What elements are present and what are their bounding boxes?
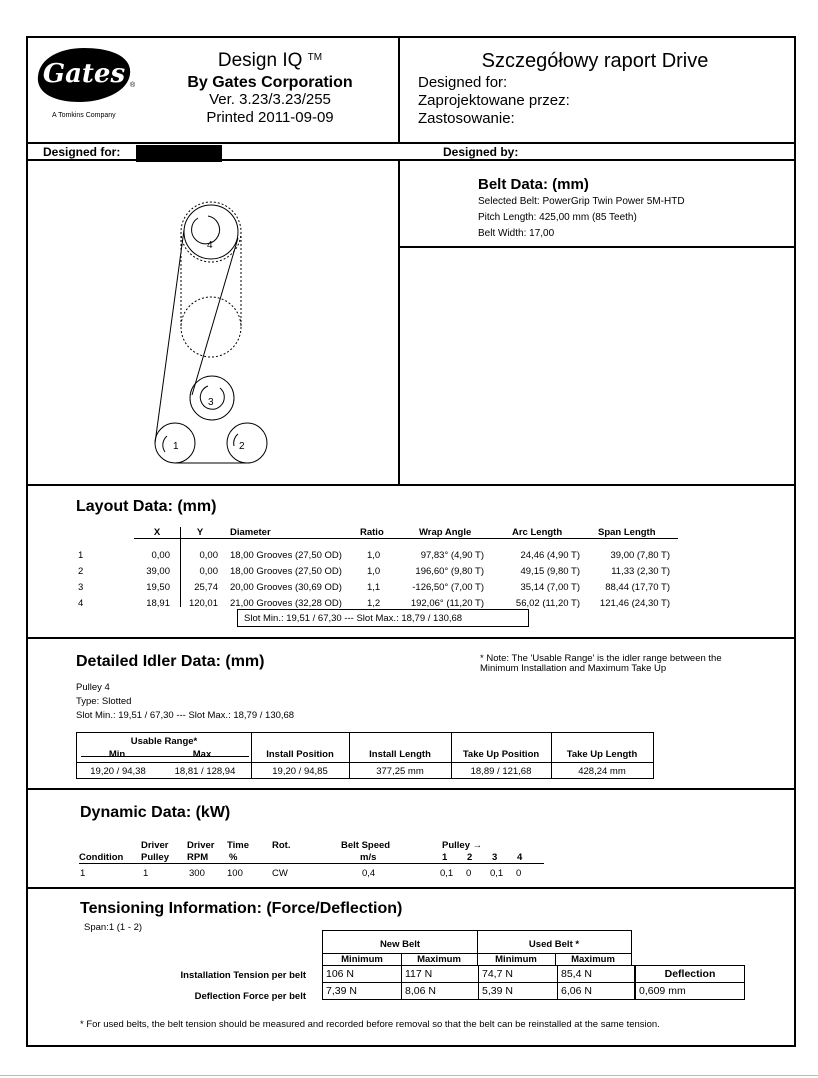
dyn-time: 100: [227, 868, 243, 879]
dyn-header-driver-pulley: Pulley: [141, 852, 169, 863]
layout-header-rule: [134, 538, 678, 539]
new-min-label: Minimum: [341, 954, 383, 965]
dyn-header-time-top: Time: [227, 840, 250, 851]
designer-bar-rule: [26, 159, 796, 161]
used-min-label: Minimum: [495, 954, 537, 965]
pulley-4-ghost: [181, 297, 241, 357]
layout-cell-id: 1: [78, 550, 84, 561]
idler-type: Type: Slotted: [76, 696, 132, 707]
tension-row1-new-min: 106 N: [323, 966, 402, 983]
diagram-bottom-rule: [26, 484, 796, 486]
pulley-label-2: 2: [239, 441, 245, 452]
layout-data-title: Layout Data: (mm): [76, 498, 217, 515]
layout-cell-span: 88,44 (17,70 T): [605, 582, 670, 593]
registered-mark: ®: [130, 82, 136, 89]
deflection-value: 0,609 mm: [636, 983, 745, 1000]
tension-span: Span:1 (1 - 2): [84, 922, 143, 933]
layout-header-span: Span Length: [598, 527, 656, 538]
dyn-pulley-3: 0,1: [490, 868, 504, 879]
layout-cell-diameter: 18,00 Grooves (27,50 OD): [230, 550, 342, 561]
tension-row2-new-min: 7,39 N: [323, 983, 402, 1000]
idler-header-min: Min: [108, 749, 126, 760]
pitch-length: Pitch Length: 425,00 mm (85 Teeth): [478, 212, 637, 223]
layout-cell-span: 39,00 (7,80 T): [610, 550, 670, 561]
layout-cell-arc: 24,46 (4,90 T): [520, 550, 580, 561]
idler-header-max: Max: [192, 749, 212, 760]
dyn-header-driver-rpm: RPM: [187, 852, 209, 863]
layout-cell-y: 0,00: [199, 566, 218, 577]
idler-value-max: 18,81 / 128,94: [174, 766, 236, 777]
header-bottom-rule: [26, 142, 796, 144]
dyn-pulley-4: 0: [516, 868, 522, 879]
layout-cell-ratio: 1,2: [367, 598, 381, 609]
pulley-2: [227, 423, 267, 463]
idler-value-install-pos: 19,20 / 94,85: [272, 766, 328, 777]
idler-value-min: 19,20 / 94,38: [90, 766, 146, 777]
dyn-header-pulley-4: 4: [517, 852, 523, 863]
header-application: Zastosowanie:: [418, 110, 515, 127]
layout-cell-arc: 56,02 (11,20 T): [515, 598, 580, 609]
diagram-divider: [398, 159, 400, 484]
new-belt-label: New Belt: [379, 939, 421, 950]
dyn-driver-pulley: 1: [143, 868, 149, 879]
dyn-rot: CW: [272, 868, 288, 879]
idler-table: [76, 732, 654, 779]
product-name: Design IQ ™: [217, 50, 323, 71]
idler-value-takeup-pos: 18,89 / 121,68: [470, 766, 532, 777]
layout-cell-diameter: 21,00 Grooves (32,28 OD): [230, 598, 342, 609]
layout-cell-id: 4: [78, 598, 84, 609]
printed-date: Printed 2011-09-09: [206, 109, 334, 126]
tension-row2-used-max: 6,06 N: [558, 983, 635, 1000]
layout-cell-wrap: 192,06° (11,20 T): [410, 598, 484, 609]
tension-footnote: * For used belts, the belt tension should be measured and recorded before removal so that the belt can be reinstalled at the same tension.: [80, 1019, 660, 1030]
new-max-label: Maximum: [417, 954, 461, 965]
pulley-4-outer: [181, 202, 241, 262]
slot-note: Slot Min.: 19,51 / 67,30 --- Slot Max.: 18,79 / 130,68: [244, 613, 463, 624]
dyn-header-speed-top: Belt Speed: [341, 840, 391, 851]
layout-cell-wrap: 196,60° (9,80 T): [415, 566, 484, 577]
logo-subtitle: A Tomkins Company: [52, 112, 116, 119]
selected-belt: Selected Belt: PowerGrip Twin Power 5M-HTD: [478, 196, 685, 207]
report-title: Szczegółowy raport Drive: [481, 50, 709, 72]
layout-cell-x: 19,50: [146, 582, 170, 593]
idler-data-title: Detailed Idler Data: (mm): [76, 653, 265, 670]
header-designed-for: Designed for:: [418, 74, 508, 91]
gates-logo: [36, 46, 132, 104]
dyn-header-driver-rpm-top: Driver: [187, 840, 215, 851]
layout-cell-span: 121,46 (24,30 T): [599, 598, 670, 609]
usable-range-label: Usable Range*: [130, 736, 198, 747]
idler-bottom-rule: [26, 788, 796, 790]
idler-header-install-len: Install Length: [369, 749, 431, 760]
deflection-table: [635, 965, 745, 1000]
dyn-header-speed: m/s: [360, 852, 377, 863]
dyn-pulley-1: 0,1: [440, 868, 454, 879]
layout-cell-arc: 35,14 (7,00 T): [520, 582, 580, 593]
dynamic-bottom-rule: [26, 887, 796, 889]
idler-slot: Slot Min.: 19,51 / 67,30 --- Slot Max.: 18,79 / 130,68: [76, 710, 295, 721]
tension-row2-new-max: 8,06 N: [402, 983, 479, 1000]
belt-drive-diagram: [150, 190, 280, 475]
layout-cell-y: 120,01: [188, 598, 218, 609]
layout-header-ratio: Ratio: [360, 527, 384, 538]
installation-tension-label: Installation Tension per belt: [180, 970, 306, 981]
belt-data-rule: [398, 246, 796, 248]
tension-values-table: [322, 965, 635, 1000]
idler-header-takeup-pos: Take Up Position: [462, 749, 540, 760]
dyn-header-rule: [79, 863, 544, 864]
dyn-header-time: %: [229, 852, 238, 863]
version-text: Ver. 3.23/3.23/255: [209, 91, 331, 108]
dyn-speed: 0,4: [362, 868, 376, 879]
belt-span-4-3: [192, 238, 238, 395]
layout-cell-x: 0,00: [151, 550, 170, 561]
layout-header-y: Y: [196, 527, 204, 538]
layout-header-diameter: Diameter: [230, 527, 271, 538]
idler-header-takeup-len: Take Up Length: [566, 749, 638, 760]
layout-cell-x: 39,00: [146, 566, 170, 577]
dyn-header-pulley-3: 3: [492, 852, 498, 863]
designed-by-label: Designed by:: [443, 145, 519, 159]
designed-for-label: Designed for:: [43, 145, 121, 159]
layout-cell-ratio: 1,0: [367, 566, 381, 577]
company-name: By Gates Corporation: [187, 74, 353, 91]
layout-bottom-rule: [26, 637, 796, 639]
tension-row1-new-max: 117 N: [402, 966, 479, 983]
layout-cell-ratio: 1,1: [367, 582, 381, 593]
report-frame: [26, 36, 796, 1047]
dyn-header-pulley: Pulley →: [442, 840, 483, 851]
belt-width: Belt Width: 17,00: [478, 228, 555, 239]
header-divider: [398, 36, 400, 142]
idler-value-install-len: 377,25 mm: [376, 766, 424, 777]
idler-note: * Note: The 'Usable Range' is the idler range between the Minimum Installation and Maximum Take Up: [480, 653, 722, 674]
slot-box: [237, 609, 529, 627]
header-designed-by: Zaprojektowane przez:: [418, 92, 570, 109]
used-max-label: Maximum: [571, 954, 615, 965]
dyn-header-pulley-1: 1: [442, 852, 448, 863]
dyn-condition: 1: [80, 868, 86, 879]
dyn-pulley-2: 0: [466, 868, 472, 879]
deflection-force-label: Deflection Force per belt: [194, 991, 306, 1002]
idler-pulley: Pulley 4: [76, 682, 110, 693]
pulley-label-1: 1: [173, 441, 179, 452]
dynamic-data-title: Dynamic Data: (kW): [80, 804, 231, 821]
layout-cell-wrap: 97,83° (4,90 T): [420, 550, 484, 561]
dyn-header-pulley-2: 2: [467, 852, 473, 863]
dyn-header-condition: Condition: [79, 852, 124, 863]
used-belt-label: Used Belt *: [528, 939, 580, 950]
layout-header-arc: Arc Length: [512, 527, 563, 538]
tensioning-title: Tensioning Information: (Force/Deflection): [80, 900, 403, 917]
layout-cell-wrap: -126,50° (7,00 T): [412, 582, 484, 593]
layout-cell-span: 11,33 (2,30 T): [611, 566, 670, 577]
logo-wordmark: Gates: [42, 59, 126, 89]
layout-cell-y: 0,00: [199, 550, 218, 561]
layout-header-wrap: Wrap Angle: [419, 527, 472, 538]
layout-header-x: X: [153, 527, 161, 538]
dyn-header-rot: Rot.: [272, 840, 291, 851]
layout-cell-y: 25,74: [194, 582, 218, 593]
dyn-header-driver-pulley-top: Driver: [141, 840, 169, 851]
layout-cell-id: 3: [78, 582, 84, 593]
layout-cell-id: 2: [78, 566, 84, 577]
pulley-label-4: 4: [207, 240, 213, 251]
idler-header-install-pos: Install Position: [266, 749, 334, 760]
deflection-label: Deflection: [636, 966, 745, 983]
belt-data-title: Belt Data: (mm): [478, 176, 589, 193]
idler-value-takeup-len: 428,24 mm: [578, 766, 626, 777]
page-edge: [0, 1075, 818, 1076]
belt-span-4-1: [155, 230, 184, 443]
tension-row2-used-min: 5,39 N: [479, 983, 558, 1000]
layout-cell-x: 18,91: [146, 598, 170, 609]
tension-row1-used-min: 74,7 N: [479, 966, 558, 983]
pulley-label-3: 3: [208, 397, 214, 408]
layout-cell-ratio: 1,0: [367, 550, 381, 561]
layout-cell-diameter: 18,00 Grooves (27,50 OD): [230, 566, 342, 577]
layout-cell-diameter: 20,00 Grooves (30,69 OD): [230, 582, 342, 593]
tension-header-box: [322, 930, 632, 965]
dyn-rpm: 300: [189, 868, 205, 879]
layout-cell-arc: 49,15 (9,80 T): [520, 566, 580, 577]
tension-row1-used-max: 85,4 N: [558, 966, 635, 983]
